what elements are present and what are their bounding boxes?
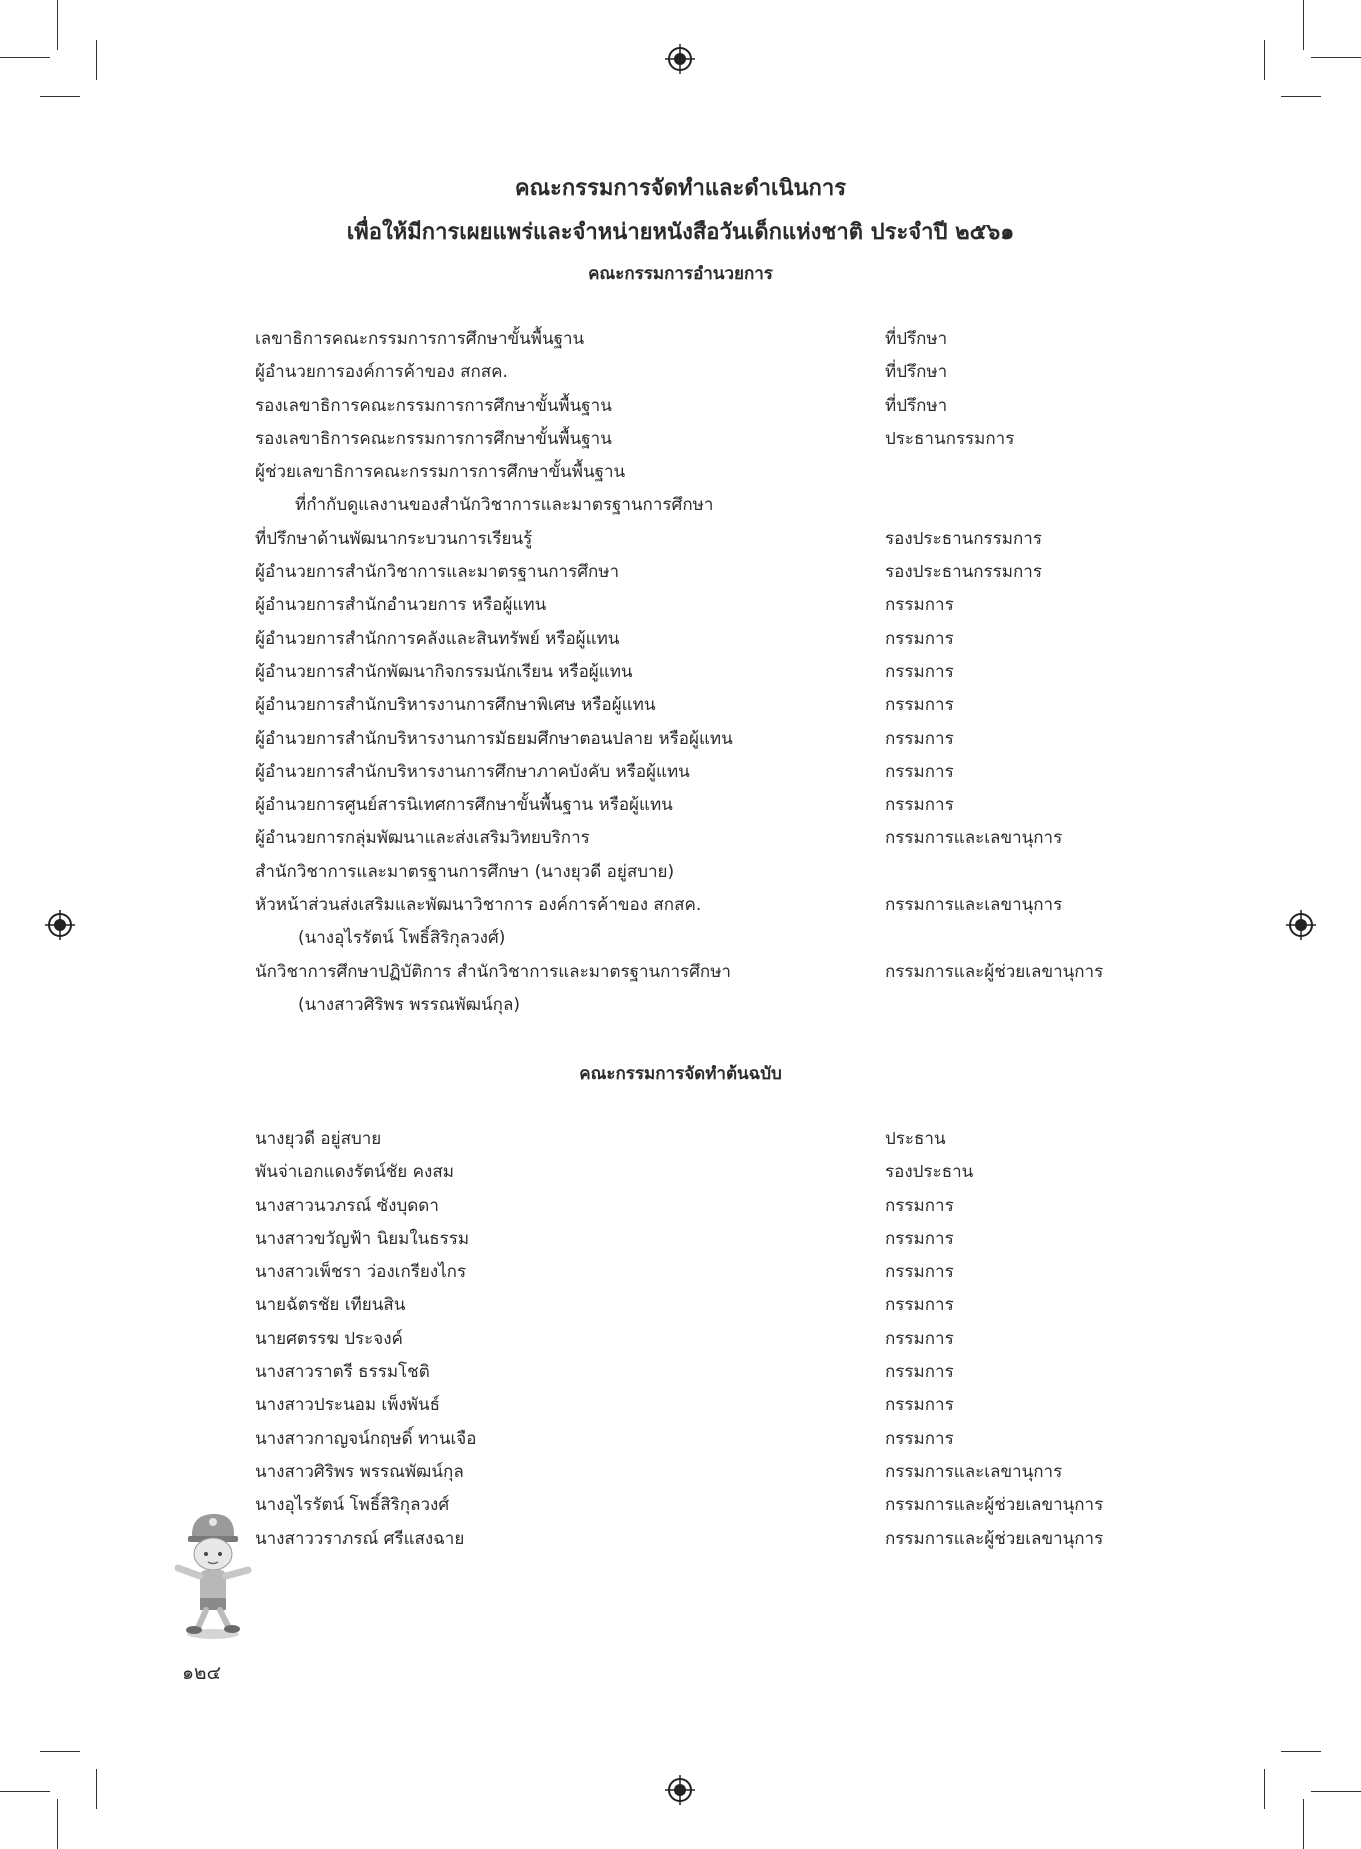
list-item: ผู้อำนวยการสำนักการคลังและสินทรัพย์ หรือผู้แทน กรรมการ xyxy=(255,628,954,649)
list-item: หัวหน้าส่วนส่งเสริมและพัฒนาวิชาการ องค์การค้าของ สกสค. กรรมการและเลขานุการ xyxy=(255,895,1063,916)
list-item: ผู้ช่วยเลขาธิการคณะกรรมการการศึกษาขั้นพื้นฐาน xyxy=(255,462,626,483)
list-item: ผู้อำนวยการสำนักวิชาการและมาตรฐานการศึกษา รองประธานกรรมการ xyxy=(255,562,1042,583)
crop-mark xyxy=(1264,40,1265,80)
list-item: นางสาววราภรณ์ ศรีแสงฉาย กรรมการและผู้ช่วยเลขานุการ xyxy=(255,1528,1104,1549)
committee-list-steering xyxy=(255,323,1155,1022)
crop-mark xyxy=(1281,1751,1321,1752)
list-item: นางยุวดี อยู่สบาย ประธาน xyxy=(255,1129,946,1149)
list-item: นางสาวนวภรณ์ ซังบุดดา กรรมการ xyxy=(255,1195,954,1216)
list-item: ผู้อำนวยการองค์การค้าของ สกสค. ที่ปรึกษา xyxy=(255,362,948,383)
list-item: ผู้อำนวยการสำนักบริหารงานการมัธยมศึกษาตอนปลาย หรือผู้แทน กรรมการ xyxy=(255,728,954,749)
list-item: ผู้อำนวยการสำนักบริหารงานการศึกษาภาคบังคับ หรือผู้แทน กรรมการ xyxy=(255,761,954,782)
crop-mark xyxy=(1303,0,1304,50)
registration-mark-icon xyxy=(665,44,695,74)
registration-mark-icon xyxy=(665,1775,695,1805)
crop-mark xyxy=(96,40,97,80)
list-item: นายฉัตรชัย เทียนสิน กรรมการ xyxy=(255,1295,954,1316)
list-item: นักวิชาการศึกษาปฏิบัติการ สำนักวิชาการและมาตรฐานการศึกษา กรรมการและผู้ช่วยเลขานุการ xyxy=(255,961,1104,982)
crop-mark xyxy=(1311,57,1361,58)
crop-mark xyxy=(57,0,58,50)
list-item: ผู้อำนวยการสำนักบริหารงานการศึกษาพิเศษ หรือผู้แทน กรรมการ xyxy=(255,695,954,716)
crop-mark xyxy=(1311,1791,1361,1792)
child-mascot-illustration xyxy=(170,1510,256,1640)
list-item: นางสาวศิริพร พรรณพัฒน์กุล กรรมการและเลขานุการ xyxy=(255,1461,1063,1482)
list-item: เลขาธิการคณะกรรมการการศึกษาขั้นพื้นฐาน ที่ปรึกษา xyxy=(255,329,948,349)
page-number: ๑๒๔ xyxy=(182,1662,221,1684)
list-item: ผู้อำนวยการกลุ่มพัฒนาและส่งเสริมวิทยบริการ กรรมการและเลขานุการ xyxy=(255,828,1063,849)
list-item: นางสาวกาญจน์กฤษดิ์ ทานเจือ กรรมการ xyxy=(255,1428,954,1449)
crop-mark xyxy=(0,1791,50,1792)
list-item: ที่กำกับดูแลงานของสำนักวิชาการและมาตรฐานการศึกษา xyxy=(295,495,714,516)
list-item: ผู้อำนวยการสำนักอำนวยการ หรือผู้แทน กรรมการ xyxy=(255,595,954,616)
list-item: นางสาวเพ็ชรา ว่องเกรียงไกร กรรมการ xyxy=(255,1262,954,1283)
list-item: ผู้อำนวยการสำนักพัฒนากิจกรรมนักเรียน หรือผู้แทน กรรมการ xyxy=(255,661,954,682)
list-item: นางอุไรรัตน์ โพธิ์สิริกุลวงศ์ กรรมการและผู้ช่วยเลขานุการ xyxy=(255,1495,1104,1516)
crop-mark xyxy=(96,1769,97,1809)
list-item: นางสาวราตรี ธรรมโชติ กรรมการ xyxy=(255,1362,954,1383)
crop-mark xyxy=(1264,1769,1265,1809)
registration-mark-icon xyxy=(1286,910,1316,940)
crop-mark xyxy=(40,1751,80,1752)
document-subtitle: เพื่อให้มีการเผยแพร่และจำหน่ายหนังสือวันเด็กแห่งชาติ ประจำปี ๒๕๖๑ xyxy=(346,220,1015,245)
list-item: สำนักวิชาการและมาตรฐานการศึกษา (นางยุวดี อยู่สบาย) xyxy=(255,861,675,882)
section-heading-drafting-committee: คณะกรรมการจัดทำต้นฉบับ xyxy=(579,1064,782,1084)
registration-mark-icon xyxy=(45,910,75,940)
section-heading-steering-committee: คณะกรรมการอำนวยการ xyxy=(588,264,773,284)
crop-mark xyxy=(57,1799,58,1849)
list-item: ผู้อำนวยการศูนย์สารนิเทศการศึกษาขั้นพื้นฐาน หรือผู้แทน กรรมการ xyxy=(255,795,954,816)
committee-list-drafting xyxy=(255,1123,1155,1556)
list-item: (นางสาวศิริพร พรรณพัฒน์กุล) xyxy=(298,994,520,1015)
list-item: รองเลขาธิการคณะกรรมการการศึกษาขั้นพื้นฐาน ประธานกรรมการ xyxy=(255,428,1015,449)
list-item: พันจ่าเอกแดงรัตน์ชัย คงสม รองประธาน xyxy=(255,1162,974,1183)
crop-mark xyxy=(1303,1799,1304,1849)
list-item: (นางอุไรรัตน์ โพธิ์สิริกุลวงศ์) xyxy=(298,928,506,949)
list-item: นายศตรรฆ ประจงค์ กรรมการ xyxy=(255,1328,954,1349)
list-item: นางสาวประนอม เพ็งพันธ์ กรรมการ xyxy=(255,1395,954,1416)
crop-mark xyxy=(0,57,50,58)
list-item: รองเลขาธิการคณะกรรมการการศึกษาขั้นพื้นฐาน ที่ปรึกษา xyxy=(255,395,948,416)
list-item: ที่ปรึกษาด้านพัฒนากระบวนการเรียนรู้ รองประธานกรรมการ xyxy=(255,528,1042,549)
document-title: คณะกรรมการจัดทำและดำเนินการ xyxy=(514,176,847,201)
crop-mark xyxy=(1281,96,1321,97)
crop-mark xyxy=(40,96,80,97)
list-item: นางสาวขวัญฟ้า นิยมในธรรม กรรมการ xyxy=(255,1228,954,1249)
